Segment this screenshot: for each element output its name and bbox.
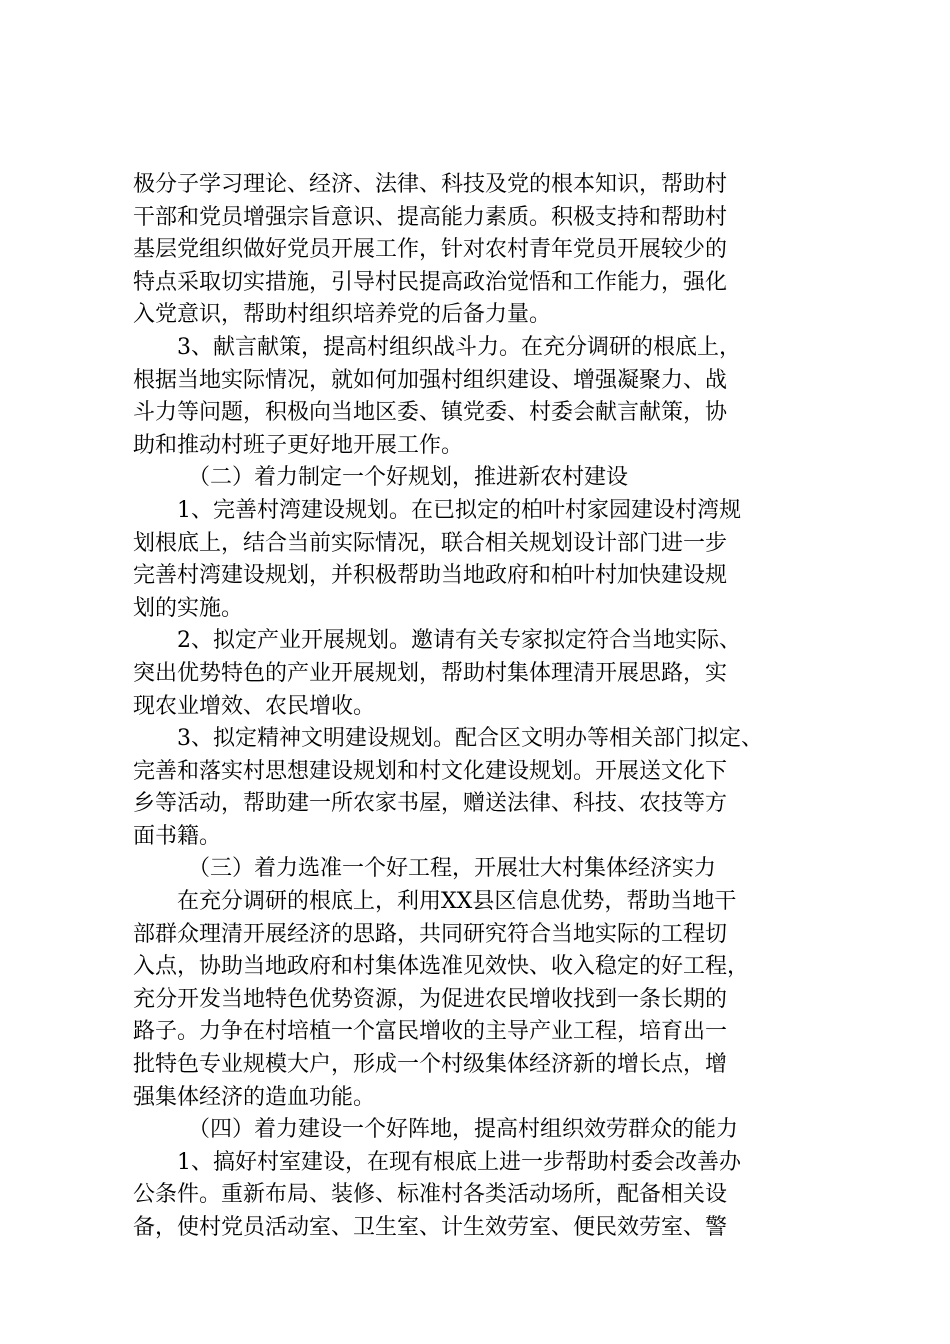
- text-line: 助和推动村班子更好地开展工作。: [133, 432, 464, 458]
- text-line: 完善村湾建设规划，并积极帮助当地政府和柏叶村加快建设规: [133, 563, 728, 589]
- text-line: 特点采取切实措施，引导村民提高政治觉悟和工作能力，强化: [133, 269, 728, 295]
- paragraph-start-line: 在充分调研的根底上，利用XX县区信息优势，帮助当地干: [177, 889, 737, 915]
- text-line: 基层党组织做好党员开展工作，针对农村青年党员开展较少的: [133, 237, 728, 263]
- text-line: 批特色专业规模大户，形成一个村级集体经济新的增长点，增: [133, 1052, 728, 1078]
- text-line: 划根底上，结合当前实际情况，联合相关规划设计部门进一步: [133, 530, 728, 556]
- text-line: 公条件。重新布局、装修、标准村各类活动场所，配备相关设: [133, 1182, 728, 1208]
- section-heading: （三）着力选准一个好工程，开展壮大村集体经济实力: [188, 856, 717, 882]
- text-line: 斗力等问题，积极向当地区委、镇党委、村委会献言献策，协: [133, 400, 728, 426]
- text-line: 干部和党员增强宗旨意识、提高能力素质。积极支持和帮助村: [133, 204, 728, 230]
- text-line: 乡等活动，帮助建一所农家书屋，赠送法律、科技、农技等方: [133, 791, 728, 817]
- text-line: 入点，协助当地政府和村集体选准见效快、收入稳定的好工程，: [133, 954, 750, 980]
- text-line: 路子。力争在村培植一个富民增收的主导产业工程，培育出一: [133, 1019, 728, 1045]
- document-body: [133, 169, 853, 1245]
- text-line: 充分开发当地特色优势资源，为促进农民增收找到一条长期的: [133, 986, 728, 1012]
- paragraph-start-line: 2、拟定产业开展规划。邀请有关专家拟定符合当地实际、: [177, 628, 741, 654]
- text-line: 突出优势特色的产业开展规划，帮助村集体理清开展思路，实: [133, 660, 728, 686]
- text-line: 划的实施。: [133, 595, 244, 621]
- text-line: 面书籍。: [133, 823, 222, 849]
- paragraph-start-line: 1、搞好村室建设，在现有根底上进一步帮助村委会改善办: [177, 1149, 741, 1175]
- text-line: 根据当地实际情况，就如何加强村组织建设、增强凝聚力、战: [133, 367, 728, 393]
- text-line: 强集体经济的造血功能。: [133, 1084, 376, 1110]
- section-heading: （四）着力建设一个好阵地，提高村组织效劳群众的能力: [188, 1117, 739, 1143]
- text-line: 入党意识，帮助村组织培养党的后备力量。: [133, 302, 552, 328]
- text-line: 部群众理清开展经济的思路，共同研究符合当地实际的工程切: [133, 921, 728, 947]
- paragraph-start-line: 3、拟定精神文明建设规划。配合区文明办等相关部门拟定、: [177, 726, 763, 752]
- text-line: 极分子学习理论、经济、法律、科技及党的根本知识，帮助村: [133, 172, 728, 197]
- paragraph-start-line: 1、完善村湾建设规划。在已拟定的柏叶村家园建设村湾规: [177, 497, 741, 523]
- text-line: 完善和落实村思想建设规划和村文化建设规划。开展送文化下: [133, 758, 728, 784]
- text-line: 备，使村党员活动室、卫生室、计生效劳室、便民效劳室、警: [133, 1215, 728, 1240]
- section-heading: （二）着力制定一个好规划，推进新农村建设: [188, 465, 629, 491]
- text-line: 现农业增效、农民增收。: [133, 693, 376, 719]
- paragraph-start-line: 3、献言献策，提高村组织战斗力。在充分调研的根底上，: [177, 334, 741, 360]
